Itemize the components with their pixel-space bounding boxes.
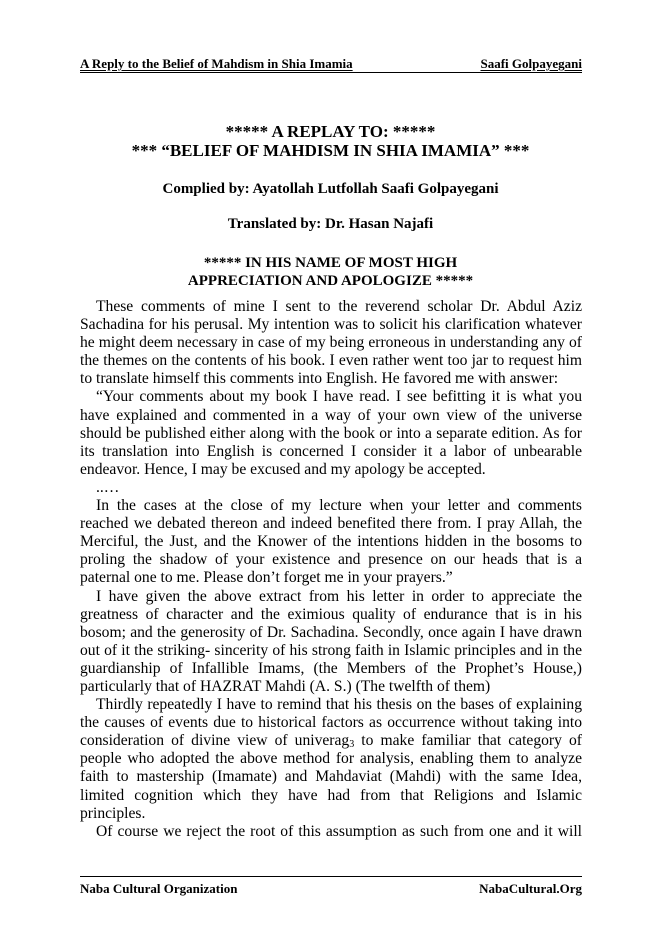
paragraph-text: to make familiar that category of people who adopted the above method for analysis, enabling them to analyze faith to mastership (Imamate) and Mahdaviat (Mahdi) with the same Idea, limited cognition which they have had from that Religions and Islamic principles.	[80, 732, 582, 822]
header-document-title: A Reply to the Belief of Mahdism in Shia Imamia	[80, 56, 353, 71]
footer-website: NabaCultural.Org	[479, 881, 582, 896]
paragraph: These comments of mine I sent to the reverend scholar Dr. Abdul Aziz Sachadina for his perusal. My intention was to solicit his clarification whatever he might deem necessary in case of my being erroneous in understanding any of the themes on the contents of his book. I even rather went too jar to request him to translate himself this comments into English. He favored me with answer:	[80, 298, 582, 388]
running-header	[80, 56, 582, 72]
paragraph-text: Thirdly repeatedly I have to remind that his thesis on the bases of explaining the causes of events due to historical factors as occurrence without taking into consideration of divine view of univerag	[80, 696, 582, 750]
footer-rule	[80, 876, 582, 877]
paragraph	[80, 696, 582, 823]
section-heading-line-2: APPRECIATION AND APOLOGIZE *****	[187, 273, 474, 289]
page-title	[0, 122, 661, 160]
paragraph: I have given the above extract from his letter in order to appreciate the greatness of character and the eximious quality of endurance that is in his bosom; and the generosity of Dr. Sachadina. Secondly, once again I have drawn out of it the striking- sincerity of his strong faith in Islamic principles and in the guardianship of Infallible Imams, (the Members of the Prophet’s House,) particularly that of HAZRAT Mahdi (A. S.) (The twelfth of them)	[80, 587, 582, 695]
footer-organization: Naba Cultural Organization	[80, 881, 238, 896]
header-author: Saafi Golpayegani	[480, 56, 582, 71]
quoted-paragraph: “Your comments about my book I have read. I see befitting it is what you have explained and commented in a way of your own view of the universe should be published either along with the book or into a separate edition. As for its translation into English is concerned I consider it a labor of unbearable endeavor. Hence, I may be excused and my apology be accepted.	[80, 388, 582, 478]
paragraph: Of course we reject the root of this assumption as such from one and it will	[96, 822, 582, 840]
section-heading	[0, 254, 661, 290]
header-rule	[80, 72, 582, 73]
title-line-1: ***** A REPLAY TO: *****	[225, 122, 436, 141]
translated-by: Translated by: Dr. Hasan Najafi	[227, 216, 434, 232]
running-footer	[80, 881, 582, 897]
title-line-2: *** “BELIEF OF MAHDISM IN SHIA IMAMIA” ***	[131, 141, 530, 160]
ellipsis-paragraph: ..…	[96, 478, 120, 496]
compiled-by: Complied by: Ayatollah Lutfollah Saafi Golpayegani	[162, 181, 499, 197]
quoted-paragraph: In the cases at the close of my lecture when your letter and comments reached we debated thereon and indeed benefited there from. I pray Allah, the Merciful, the Just, and the Knower of the intentions hidden in the bosoms to proling the shadow of your existence and presence on our heads that is a paternal one to me. Please don’t forget me in your prayers.”	[80, 497, 582, 587]
body-text	[80, 298, 582, 841]
section-heading-line-1: ***** IN HIS NAME OF MOST HIGH	[203, 255, 458, 271]
footnote-marker: 3	[349, 739, 355, 751]
